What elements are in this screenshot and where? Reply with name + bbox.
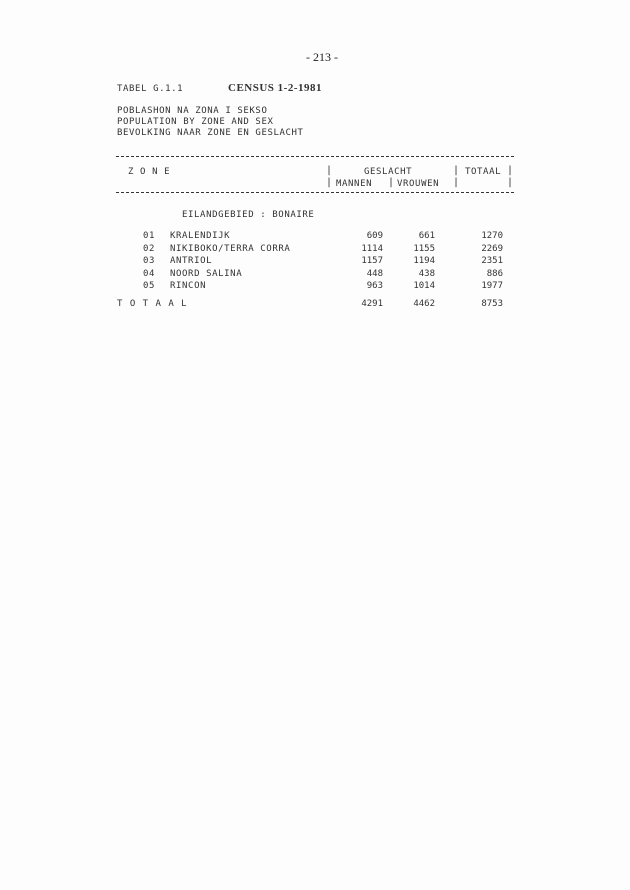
col-separator: | <box>326 165 333 176</box>
col-separator: | <box>453 165 460 176</box>
totaal-value: 2351 <box>481 256 503 266</box>
zone-name: RINCON <box>170 281 207 291</box>
totaal-value: 886 <box>486 268 503 279</box>
mannen-value: 1114 <box>361 243 383 254</box>
zone-code: 01 <box>143 231 156 241</box>
total-label: T O T A A L <box>117 299 188 309</box>
title-english: POPULATION BY ZONE AND SEX <box>117 117 274 127</box>
zone-name: NOORD SALINA <box>170 268 243 279</box>
mannen-value: 448 <box>366 268 383 279</box>
col-separator: | <box>388 177 395 188</box>
totaal-value: 2269 <box>481 243 503 254</box>
title-dutch: BEVOLKING NAAR ZONE EN GESLACHT <box>117 128 304 138</box>
zone-code: 04 <box>143 268 156 279</box>
mannen-value: 609 <box>366 231 383 241</box>
col-separator: | <box>453 177 460 188</box>
vrouwen-value: 1194 <box>413 256 435 266</box>
region-label: EILANDGEBIED : BONAIRE <box>182 210 315 220</box>
mannen-value: 963 <box>366 281 383 291</box>
table-label: TABEL G.1.1 <box>117 84 184 94</box>
col-separator: | <box>507 177 514 188</box>
totaal-value: 1270 <box>481 231 503 241</box>
col-separator: | <box>326 177 333 188</box>
header-vrouwen: VROUWEN <box>397 179 440 189</box>
divider <box>116 192 514 193</box>
header-mannen: MANNEN <box>336 179 373 189</box>
col-separator: | <box>507 165 514 176</box>
zone-code: 05 <box>143 281 156 291</box>
header-geslacht: GESLACHT <box>364 167 413 177</box>
totaal-value: 1977 <box>481 281 503 291</box>
total-totaal: 8753 <box>481 299 503 309</box>
divider <box>116 156 514 157</box>
vrouwen-value: 1014 <box>413 281 435 291</box>
header-zone: Z O N E <box>128 167 171 177</box>
vrouwen-value: 438 <box>418 268 435 279</box>
zone-name: NIKIBOKO/TERRA CORRA <box>170 243 291 254</box>
vrouwen-value: 661 <box>418 231 435 241</box>
vrouwen-value: 1155 <box>413 243 435 254</box>
total-mannen: 4291 <box>361 299 383 309</box>
zone-code: 02 <box>143 243 156 254</box>
zone-name: ANTRIOL <box>170 256 213 266</box>
header-totaal: TOTAAL <box>465 167 502 177</box>
zone-code: 03 <box>143 256 156 266</box>
page-number: - 213 - <box>306 50 338 64</box>
census-date: CENSUS 1-2-1981 <box>228 82 322 94</box>
title-papiamentu: POBLASHON NA ZONA I SEKSO <box>117 106 268 116</box>
zone-name: KRALENDIJK <box>170 231 231 241</box>
total-vrouwen: 4462 <box>413 299 435 309</box>
mannen-value: 1157 <box>361 256 383 266</box>
